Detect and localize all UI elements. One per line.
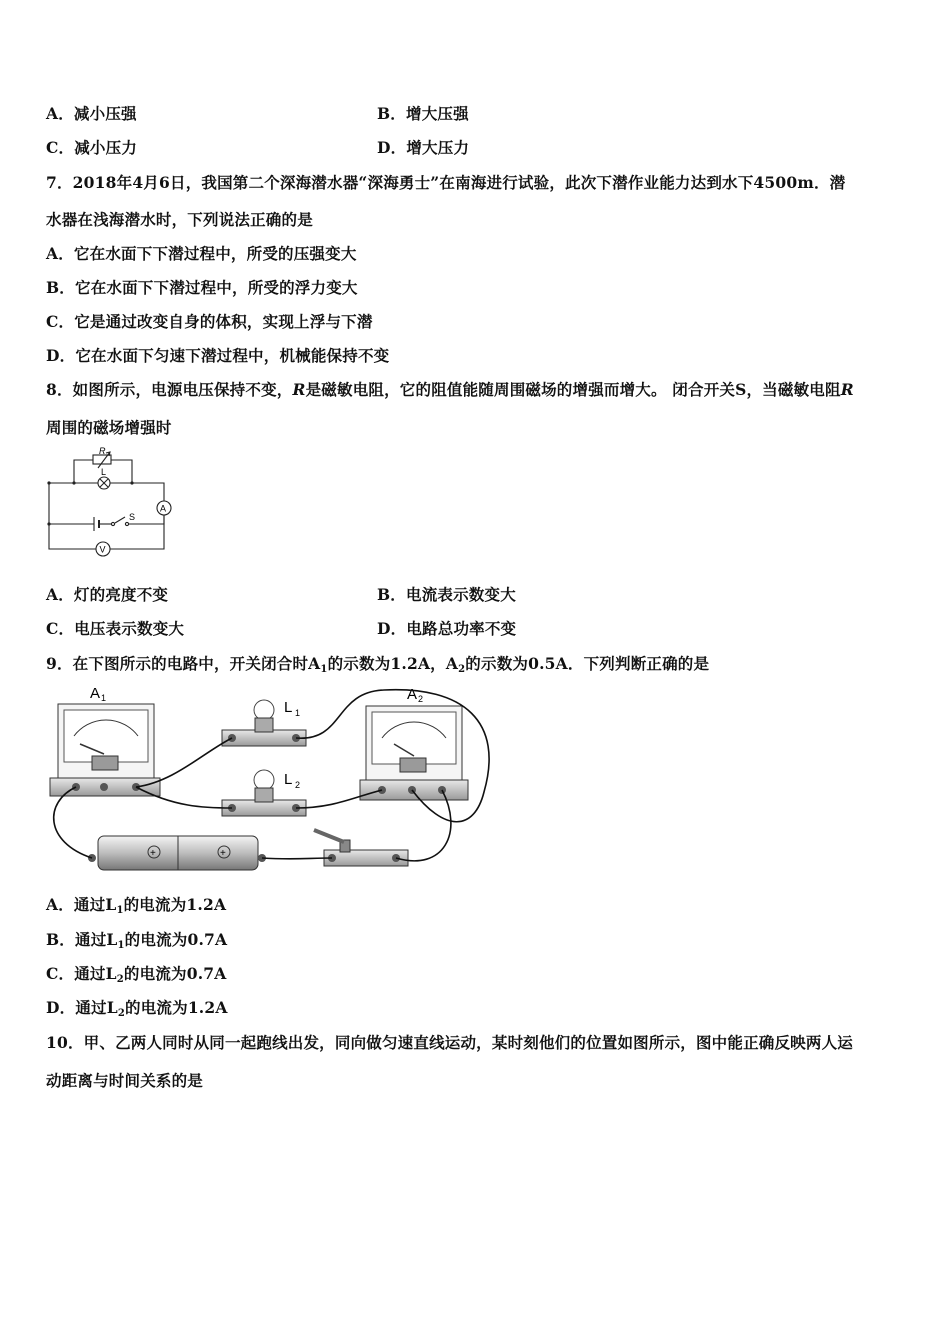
q7-stem-line2: 水器在浅海潜水时，下列说法正确的是 [46, 210, 313, 229]
q8-stem-line1: 8．如图所示，电源电压保持不变，R是磁敏电阻，它的阻值能随周围磁场的增强而增大。 闭合开关S，当磁敏电阻R [46, 380, 854, 399]
junction-dot [47, 481, 50, 484]
label-l1: L [284, 699, 293, 716]
q8-option-b: B．电流表示数变大 [377, 585, 516, 604]
label-a1-sub: 1 [101, 693, 107, 703]
q8-option-d: D．电路总功率不变 [377, 619, 517, 638]
label-l: L [101, 467, 107, 477]
q9-option-c: C．通过$L_2$的电流为0.7A [46, 964, 227, 985]
q9-option-b: B．通过$L_1$的电流为0.7A [46, 930, 228, 951]
lamp-l1 [222, 700, 306, 746]
label-r: R [99, 446, 106, 456]
label-l1-sub: 1 [295, 708, 301, 718]
q7-option-a: A．它在水面下下潜过程中，所受的压强变大 [46, 244, 357, 263]
ammeter-label: A [160, 503, 167, 514]
q6-option-c: C．减小压力 [46, 138, 138, 157]
label-l2: L [284, 771, 293, 788]
ammeter-a1 [50, 704, 160, 796]
label-a2-sub: 2 [418, 694, 424, 704]
q9-circuit-photo [44, 682, 504, 878]
q7-option-b: B．它在水面下下潜过程中，所受的浮力变大 [46, 278, 358, 297]
svg-text:+: + [150, 848, 156, 859]
label-a1: A [90, 685, 101, 702]
label-a2: A [407, 686, 418, 703]
switch [314, 830, 408, 866]
q8-option-a: A．灯的亮度不变 [46, 585, 169, 604]
q7-option-c: C．它是通过改变自身的体积，实现上浮与下潜 [46, 312, 373, 331]
junction-dot [47, 522, 50, 525]
q7-stem-line1: 7．2018年4月6日，我国第二个深海潜水器“深海勇士”在南海进行试验，此次下潜作业能力达到水下4500m．潜 [46, 173, 846, 192]
q7-option-d: D．它在水面下匀速下潜过程中，机械能保持不变 [46, 346, 390, 365]
label-s: S [129, 512, 136, 522]
junction-dot [130, 481, 133, 484]
q6-option-a: A．减小压强 [46, 104, 137, 123]
junction-dot [72, 481, 75, 484]
ammeter-a2 [360, 706, 468, 800]
q8-circuit-diagram [40, 446, 180, 558]
q9-option-a: A．通过$L_1$的电流为1.2A [46, 895, 227, 916]
voltmeter-label: V [99, 544, 106, 555]
q9-option-d: D．通过$L_2$的电流为1.2A [46, 998, 228, 1019]
lamp-l2 [222, 770, 306, 816]
q8-stem-line2: 周围的磁场增强时 [46, 418, 172, 437]
q9-stem: 9．在下图所示的电路中，开关闭合时$A_1$的示数为1.2A，$A_2$的示数为0.5A．下列判断正确的是 [46, 654, 710, 675]
svg-text:+: + [220, 848, 226, 859]
q10-stem-line1: 10．甲、乙两人同时从同一起跑线出发，同向做匀速直线运动，某时刻他们的位置如图所示，图中能正确反映两人运 [46, 1033, 853, 1052]
battery [88, 836, 266, 870]
label-l2-sub: 2 [295, 780, 301, 790]
q10-stem-line2: 动距离与时间关系的是 [46, 1071, 204, 1090]
q6-option-d: D．增大压力 [377, 138, 470, 157]
q8-option-c: C．电压表示数变大 [46, 619, 185, 638]
q6-option-b: B．增大压强 [377, 104, 469, 123]
